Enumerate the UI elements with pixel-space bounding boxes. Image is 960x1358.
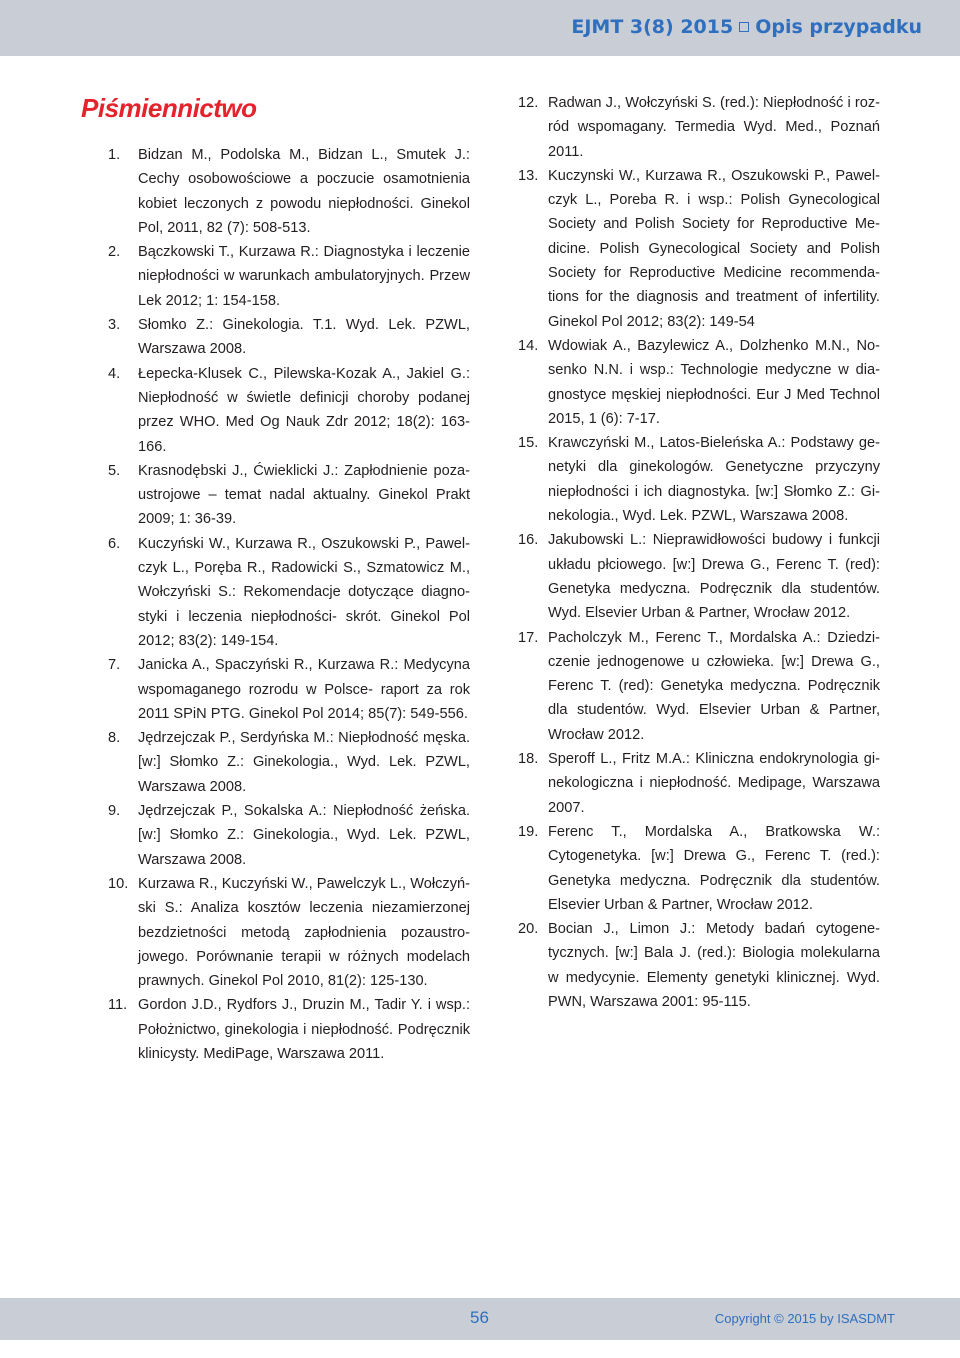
reference-text: Jakubowski L.: Nieprawidłowości budowy i funkcji układu płciowego. [w:] Drewa G., Ferenc T. (red): Genetyka medyczna. Podręcznik dla studentów. Wyd. Elsevier Urban & Partner, Wrocław 2012. [548,532,880,622]
reference-number: 17. [518,629,539,646]
reference-item [108,993,470,1066]
reference-item [108,240,470,313]
reference-item [108,459,470,532]
reference-number: 14. [518,337,539,354]
reference-text: Kuczynski W., Kurzawa R., Oszukowski P., Pawelczyk L., Poreba R. i wsp.: Polish Gynecological Society and Polish Society for Reproductive Medicine. Polish Gynecological Society and Polish Society for Reproductive Medicine recommendations for the diagnosis and treatment of infertility. Ginekol Pol 2012; 83(2): 149-54 [548,167,880,330]
reference-number: 10. [108,875,129,892]
reference-item [518,747,880,820]
reference-text: Jędrzejczak P., Sokalska A.: Niepłodność żeńska. [w:] Słomko Z.: Ginekologia., Wyd. Lek. PZWL, Warszawa 2008. [138,803,470,868]
reference-text: Jędrzejczak P., Serdyńska M.: Niepłodność męska. [w:] Słomko Z.: Ginekologia., Wyd. Lek. PZWL, Warszawa 2008. [138,730,470,795]
reference-text: Łepecka-Klusek C., Pilewska-Kozak A., Jakiel G.: Niepłodność w świetle definicji choroby podanej przez WHO. Med Og Nauk Zdr 2012; 18(2): 163-166. [138,365,470,455]
references-right-column [518,91,880,1014]
reference-item [108,799,470,872]
reference-number: 3. [108,317,121,334]
references-left-column [108,143,470,1066]
reference-item [108,653,470,726]
reference-number: 9. [108,803,121,820]
reference-item [108,143,470,240]
reference-number: 11. [108,997,128,1014]
reference-item [518,626,880,747]
reference-item [108,313,470,362]
reference-number: 15. [518,435,539,452]
page-number: 56 [470,1308,489,1327]
section-heading: Piśmiennictwo [81,93,257,123]
reference-text: Krasnodębski J., Ćwieklicki J.: Zapłodnienie pozaustrojowe – temat nadal aktualny. Ginekol Prakt 2009; 1: 36-39. [138,462,470,528]
reference-number: 18. [518,751,539,768]
section-name: Opis przypadku [755,16,922,38]
reference-item [108,872,470,993]
reference-text: Słomko Z.: Ginekologia. T.1. Wyd. Lek. PZWL, Warszawa 2008. [138,317,470,358]
reference-text: Krawczyński M., Latos-Bieleńska A.: Podstawy genetyki dla ginekologów. Genetyczne przyczyny niepłodności i ich diagnostyka. [w:] Słomko Z.: Ginekologia., Wyd. Lek. PZWL, Warszawa 2008. [548,435,880,525]
reference-item [518,528,880,625]
reference-item [518,820,880,917]
reference-text: Speroff L., Fritz M.A.: Kliniczna endokrynologia ginekologiczna i niepłodność. Medipage, Warszawa 2007. [548,751,880,816]
reference-item [108,532,470,653]
reference-text: Janicka A., Spaczyński R., Kurzawa R.: Medycyna wspomaganego rozrodu w Polsce- raport za rok 2011 SPiN PTG. Ginekol Pol 2014; 85(7): 549-556. [138,657,470,722]
reference-number: 12. [518,95,539,111]
page-header [0,0,960,56]
reference-text: Bidzan M., Podolska M., Bidzan L., Smutek J.: Cechy osobowościowe a poczucie osamotnienia kobiet leczonych z powodu niepłodności. Ginekol Pol, 2011, 82 (7): 508-513. [138,147,470,236]
reference-number: 6. [108,535,121,552]
reference-number: 4. [108,365,121,382]
reference-number: 5. [108,462,121,479]
reference-number: 13. [518,167,539,184]
reference-text: Bocian J., Limon J.: Metody badań cytogenetycznych. [w:] Bala J. (red.): Biologia molekularna w medycynie. Elementy genetyki klinicznej. Wyd. PWN, Warszawa 2001: 95-115. [548,921,880,1010]
running-header [571,16,922,38]
reference-item [518,164,880,334]
reference-item [518,431,880,528]
journal-issue: EJMT 3(8) 2015 [571,16,734,38]
reference-text: Kurzawa R., Kuczyński W., Pawelczyk L., Wołczyński S.: Analiza kosztów leczenia niezamierzonej bezdzietności metodą zapłodnienia pozaustrojowego. Porównanie terapii w różnych modelach prawnych. Ginekol Pol 2010, 81(2): 125-130. [138,875,470,990]
reference-text: Gordon J.D., Rydfors J., Druzin M., Tadir Y. i wsp.: Położnictwo, ginekologia i niepłodność. Podręcznik klinicysty. MediPage, Warszawa 2011. [138,997,470,1062]
reference-number: 7. [108,657,121,674]
reference-number: 8. [108,730,121,747]
square-bullet-icon [739,22,749,32]
reference-number: 19. [518,823,539,840]
reference-text: Pacholczyk M., Ferenc T., Mordalska A.: Dziedziczenie jednogenowe u człowieka. [w:] Drewa G., Ferenc T. (red): Genetyka medyczna. Podręcznik dla studentów. Wyd. Elsevier Urban & Partner, Wrocław 2012. [548,629,880,743]
reference-item [108,362,470,459]
reference-item [518,917,880,1014]
reference-text: Wdowiak A., Bazylewicz A., Dolzhenko M.N., Nosenko N.N. i wsp.: Technologie medyczne w diagnostyce męskiej niepłodności. Eur J Med Technol 2015, 1 (6): 7-17. [548,337,880,427]
reference-text: Ferenc T., Mordalska A., Bratkowska W.: Cytogenetyka. [w:] Drewa G., Ferenc T. (red.): Genetyka medyczna. Podręcznik dla studentów. Elsevier Urban & Partner, Wrocław 2012. [548,823,880,913]
reference-text: Radwan J., Wołczyński S. (red.): Niepłodność i rozród wspomagany. Termedia Wyd. Med., Poznań 2011. [548,95,880,160]
reference-text: Kuczyński W., Kurzawa R., Oszukowski P., Pawelczyk L., Poręba R., Radowicki S., Szmatowicz M., Wołczyński S.: Rekomendacje dotyczące diagnostyki i leczenia niepłodności- skrót. Ginekol Pol 2012; 83(2): 149-154. [138,535,470,649]
page-footer [0,1298,960,1340]
reference-number: 1. [108,147,121,163]
reference-item [518,91,880,164]
reference-number: 2. [108,244,121,261]
copyright-notice: Copyright © 2015 by ISASDMT [714,1311,895,1326]
reference-text: Bączkowski T., Kurzawa R.: Diagnostyka i leczenie niepłodności w warunkach ambulatoryjnych. Przew Lek 2012; 1: 154-158. [138,244,470,309]
reference-number: 16. [518,532,539,549]
reference-item [108,726,470,799]
reference-number: 20. [518,921,539,938]
reference-item [518,334,880,431]
